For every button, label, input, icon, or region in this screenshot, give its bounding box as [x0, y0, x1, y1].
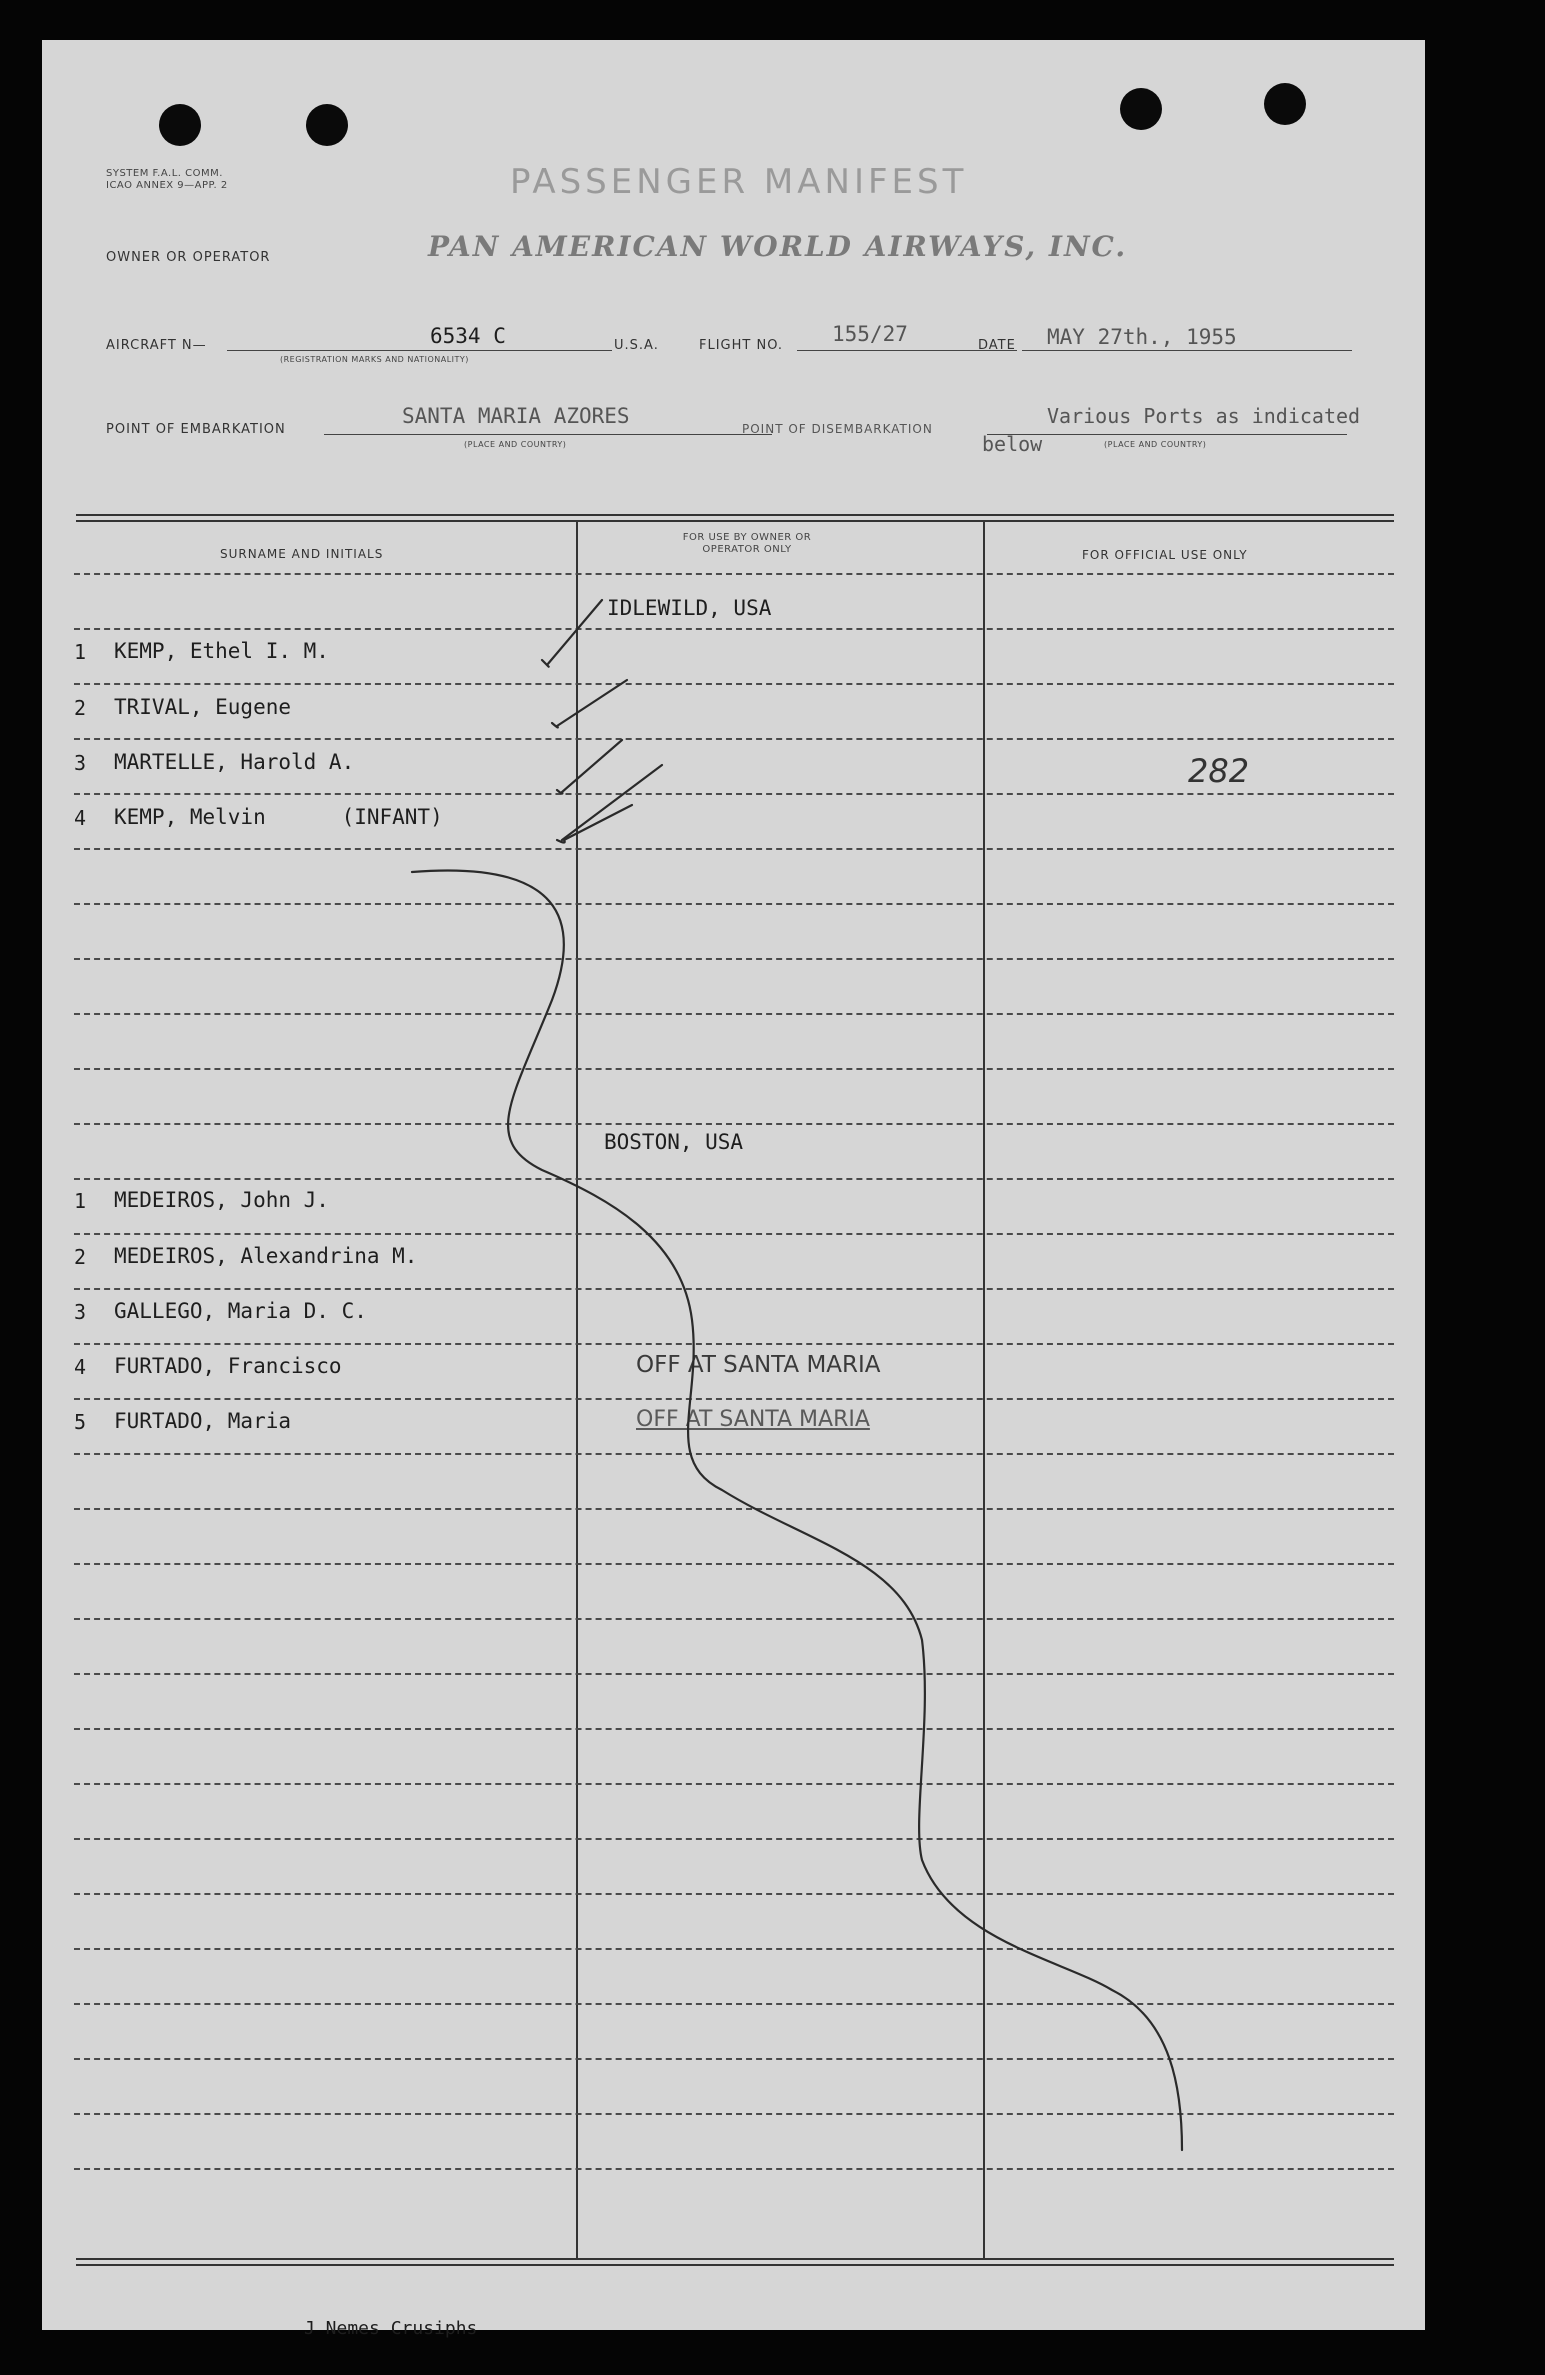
passenger-name: MEDEIROS, Alexandrina M. — [114, 1244, 418, 1268]
column-header-operator: FOR USE BY OWNER OR OPERATOR ONLY — [682, 532, 812, 555]
passenger-number: 4 — [74, 1355, 87, 1379]
aircraft-label: AIRCRAFT N— — [106, 338, 207, 353]
date-value: MAY 27th., 1955 — [1047, 325, 1237, 349]
official-note: 282 — [1188, 752, 1250, 790]
disembarkation-value: Various Ports as indicated — [1047, 404, 1361, 428]
owner-value: PAN AMERICAN WORLD AIRWAYS, INC. — [428, 230, 1128, 263]
disembarkation-sub: (PLACE AND COUNTRY) — [1104, 440, 1207, 449]
passenger-name: KEMP, Ethel I. M. — [114, 639, 329, 663]
owner-label: OWNER OR OPERATOR — [106, 250, 271, 265]
disembarkation-label: POINT OF DISEMBARKATION — [742, 422, 933, 436]
off-stamp: OFF AT SANTA MARIA — [636, 1407, 870, 1432]
passenger-number: 1 — [74, 640, 87, 664]
check-mark — [542, 600, 602, 667]
handwritten-marks — [42, 40, 1425, 2330]
column-header-surname: SURNAME AND INITIALS — [220, 547, 384, 561]
embarkation-value: SANTA MARIA AZORES — [402, 404, 630, 428]
passenger-number: 2 — [74, 1245, 87, 1269]
flight-label: FLIGHT NO. — [699, 338, 784, 353]
date-label: DATE — [978, 338, 1016, 353]
strike-wave — [412, 870, 1182, 2150]
footer-text: J Nemes Crusiphs — [304, 2318, 478, 2339]
form-title: PASSENGER MANIFEST — [510, 162, 968, 202]
aircraft-sub: (REGISTRATION MARKS AND NATIONALITY) — [280, 355, 469, 364]
flight-value: 155/27 — [832, 322, 908, 346]
check-mark — [557, 740, 622, 794]
aircraft-value: 6534 C — [430, 324, 506, 348]
system-reference: SYSTEM F.A.L. COMM. ICAO ANNEX 9—APP. 2 — [106, 168, 228, 191]
passenger-name: FURTADO, Maria — [114, 1409, 292, 1433]
passenger-name: TRIVAL, Eugene — [114, 695, 292, 719]
passenger-number: 2 — [74, 696, 87, 720]
check-mark — [557, 805, 632, 843]
embarkation-sub: (PLACE AND COUNTRY) — [464, 440, 567, 449]
usa-label: U.S.A. — [614, 338, 659, 353]
check-mark — [552, 680, 627, 727]
embarkation-label: POINT OF EMBARKATION — [106, 422, 286, 437]
passenger-number: 1 — [74, 1189, 87, 1213]
passenger-name: MEDEIROS, John J. — [114, 1188, 329, 1212]
destination-boston: BOSTON, USA — [604, 1130, 744, 1154]
column-header-official: FOR OFFICIAL USE ONLY — [1082, 548, 1248, 562]
disembarkation-value-2: below — [982, 432, 1043, 456]
passenger-number: 3 — [74, 1300, 87, 1324]
passenger-name: MARTELLE, Harold A. — [114, 750, 355, 774]
off-stamp: OFF AT SANTA MARIA — [636, 1352, 881, 1378]
passenger-name: FURTADO, Francisco — [114, 1354, 342, 1378]
passenger-number: 3 — [74, 751, 87, 775]
destination-idlewild: IDLEWILD, USA — [607, 596, 772, 620]
passenger-name: KEMP, Melvin (INFANT) — [114, 805, 443, 829]
check-mark — [562, 765, 662, 840]
passenger-number: 4 — [74, 806, 87, 830]
passenger-number: 5 — [74, 1410, 87, 1434]
passenger-name: GALLEGO, Maria D. C. — [114, 1299, 367, 1323]
manifest-sheet — [42, 40, 1425, 2339]
